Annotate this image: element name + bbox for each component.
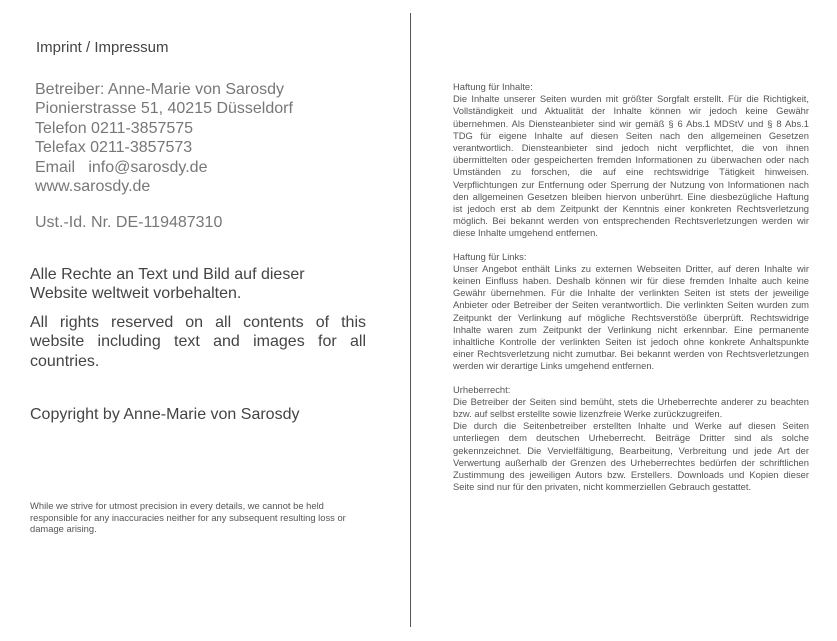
content-liability-heading: Haftung für Inhalte: [453, 81, 533, 92]
content-liability-text: Die Inhalte unserer Seiten wurden mit größter Sorgfalt erstellt. Für die Richtigkeit, Vollständigkeit und Aktualität der Inhalte können wir jedoch keine Gewähr übernehmen. Als Diensteanbieter sind wir gemäß § 6 Abs.1 MDStV und § 8 Abs.1 TDG für eigene Inhalte auf diesen Seiten nach den allgemeinen Gesetzen verantwortlich. Diensteanbieter sind jedoch nicht verpflichtet, die von ihnen übermittelten oder gespeicherten fremden Informationen zu überwachen oder nach Umständen zu forschen, die auf eine rechtswidrige Tätigkeit hinweisen. Verpflichtungen zur Entfernung oder Sperrung der Nutzung von Informationen nach den allgemeinen Gesetzen bleiben hiervon unberührt. Eine diesbezügliche Haftung ist jedoch erst ab dem Zeitpunkt der Kenntnis einer konkreten Rechtsverletzung möglich. Bei bekannt werden von entsprechenden Rechtsverletzungen werden wir diese Inhalte umgehend entfernen. [453, 93, 809, 239]
copyright-notice: Copyright by Anne-Marie von Sarosdy [30, 406, 300, 423]
links-liability-heading: Haftung für Links: [453, 250, 527, 262]
fax-line: Telefax 0211-3857573 [35, 139, 193, 157]
precision-disclaimer: While we strive for utmost precision in every details, we cannot be held responsible for any inaccuracies neither for any subsequent resulting loss or damage arising. [30, 500, 346, 535]
rights-reserved-de: Alle Rechte an Text und Bild auf dieser Website weltweit vorbehalten. [30, 266, 305, 303]
rights-reserved-en: All rights reserved on all contents of this website including text and images for all countries. [30, 314, 366, 370]
copyright-section [453, 384, 809, 494]
imprint-title: Imprint / Impressum [36, 39, 169, 56]
links-liability-text: Unser Angebot enthält Links zu externen Webseiten Dritter, auf deren Inhalte wir keinen Einfluss haben. Deshalb können wir für diese fremden Inhalte auch keine Gewähr übernehmen. Für die Inhalte der verlinkten Seiten ist stets der jeweilige Anbieter oder Betreiber der Seiten verantwortlich. Die verlinkten Seiten wurden zum Zeitpunkt der Verlinkung auf mögliche Rechtsverstöße überprüft. Rechtswidrige Inhalte waren zum Zeitpunkt der Verlinkung nicht erkennbar. Eine permanente inhaltliche Kontrolle der verlinkten Seiten ist jedoch ohne konkrete Anhaltspunkte einer Rechtsverletzung nicht zumutbar. Bei bekannt werden von Rechtsverletzungen werden wir derartige Links umgehend entfernen. [453, 262, 809, 372]
contact-block [35, 80, 293, 196]
vertical-divider [410, 13, 411, 627]
email-line: Email info@sarosdy.de [35, 158, 208, 176]
phone-line: Telefon 0211-3857575 [35, 119, 194, 137]
copyright-text-2: Die durch die Seitenbetreiber erstellten Inhalte und Werke auf diesen Seiten unterliegen dem deutschen Urheberrecht. Beiträge Dritter sind als solche gekennzeichnet. Die Vervielfältigung, Bearbeitung, Verbreitung und jede Art der Verwertung außerhalb der Grenzen des Urheberrechtes bedürfen der schriftlichen Zustimmung des jeweiligen Autors bzw. Erstellers. Downloads und Kopien dieser Seite sind nur für den privaten, nicht kommerziellen Gebrauch gestattet. [453, 420, 809, 493]
liability-column [453, 81, 809, 505]
copyright-text-1: Die Betreiber der Seiten sind bemüht, stets die Urheberrechte anderer zu beachten bzw. auf selbst erstellte sowie lizenzfreie Werke zurückzugreifen. [453, 395, 809, 420]
links-liability-section [453, 251, 809, 373]
copyright-heading: Urheberrecht: [453, 383, 511, 395]
vat-id: Ust.-Id. Nr. DE-119487310 [35, 214, 223, 231]
operator-line: Betreiber: Anne-Marie von Sarosdy [35, 81, 285, 98]
address-line: Pionierstrasse 51, 40215 Düsseldorf [35, 100, 293, 118]
content-liability-section [453, 81, 809, 240]
website-link[interactable]: www.sarosdy.de [35, 178, 151, 196]
